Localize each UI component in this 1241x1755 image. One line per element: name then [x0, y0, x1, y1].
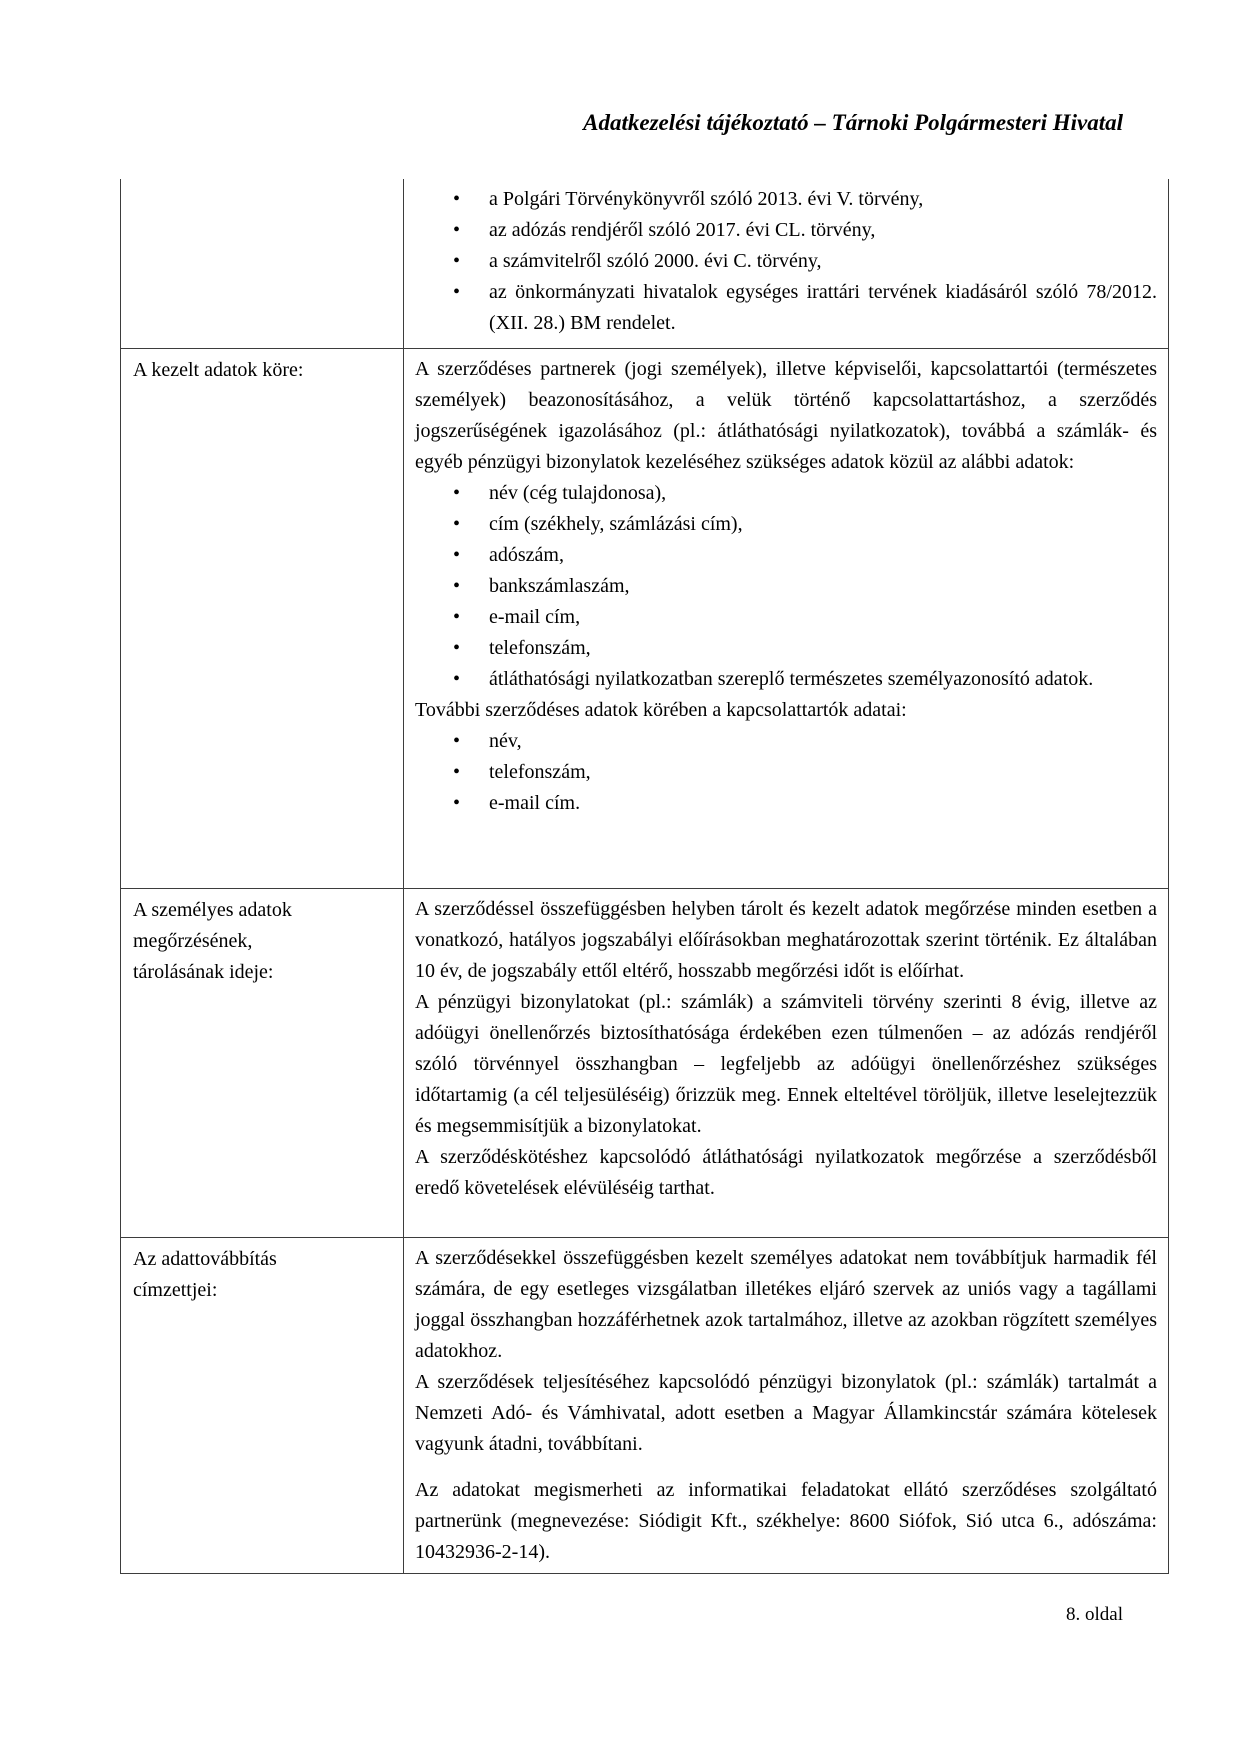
paragraph: További szerződéses adatok körében a kapcsolattartók adatai:: [415, 699, 907, 721]
row-label-empty: [121, 179, 404, 349]
row-label-data-scope: [121, 349, 404, 889]
bullet-icon: •: [453, 250, 461, 272]
row-label-text: A személyes adatok: [133, 899, 292, 921]
list-item-text: cím (székhely, számlázási cím),: [489, 513, 743, 535]
paragraph: A pénzügyi bizonylatokat (pl.: számlák) a számviteli törvény szerinti 8 évig, illetve az adóügyi önellenőrzés biztosíthatósága érdekében ezen túlmenően – az adózás rendjéről szóló törvénnyel összhangban – legfeljebb az adóügyi önellenőrzéshez szükséges időtartamig (a cél teljesüléséig) őrizzük meg. Ennek elteltével töröljük, illetve leselejtezzük és megsemmisítjük a bizonylatokat.: [415, 991, 1157, 1137]
list-item: [415, 726, 1157, 757]
bullet-icon: •: [453, 188, 461, 210]
bullet-icon: •: [453, 513, 461, 535]
list-item: [415, 509, 1157, 540]
list-item-text: név,: [489, 730, 522, 752]
list-item: [415, 602, 1157, 633]
contacts-bullet-list: [415, 726, 1157, 819]
recipients-cell: [404, 1238, 1169, 1574]
list-item: [415, 757, 1157, 788]
bullet-icon: •: [453, 637, 461, 659]
row-label-text: Az adattovábbítás: [133, 1248, 277, 1270]
laws-bullet-list: [415, 184, 1157, 339]
row-label-recipients: [121, 1238, 404, 1574]
bullet-icon: •: [453, 606, 461, 628]
bullet-icon: •: [453, 544, 461, 566]
list-item: [415, 215, 1157, 246]
table-row-laws: [121, 179, 1169, 349]
table-row-retention: [121, 889, 1169, 1238]
bullet-icon: •: [453, 668, 461, 690]
row-label-text: tárolásának ideje:: [133, 961, 274, 983]
row-label-text: címzettjei:: [133, 1279, 218, 1301]
list-item: [415, 788, 1157, 819]
list-item-text: név (cég tulajdonosa),: [489, 482, 667, 504]
list-item: [415, 664, 1157, 695]
list-item-text: a számvitelről szóló 2000. évi C. törvény,: [489, 250, 822, 272]
laws-cell: [404, 179, 1169, 349]
data-scope-cell: [404, 349, 1169, 889]
list-item-text: telefonszám,: [489, 637, 591, 659]
list-item-text: bankszámlaszám,: [489, 575, 630, 597]
data-scope-bullet-list: [415, 478, 1157, 695]
list-item-text: e-mail cím.: [489, 792, 581, 814]
retention-cell: [404, 889, 1169, 1238]
bullet-icon: •: [453, 219, 461, 241]
row-label-retention: [121, 889, 404, 1238]
list-item-text: az önkormányzati hivatalok egységes irattári tervének kiadásáról szóló 78/2012. (XII. 28.) BM rendelet.: [489, 281, 1157, 334]
paragraph: A szerződésekkel összefüggésben kezelt személyes adatokat nem továbbítjuk harmadik fél számára, de egy esetleges vizsgálatban illetékes eljáró szervek az uniós vagy a tagállami joggal összhangban hozzáférhetnek azok tartalmához, illetve az azokban rögzített személyes adatokhoz.: [415, 1247, 1157, 1362]
list-item-text: adószám,: [489, 544, 564, 566]
list-item: [415, 571, 1157, 602]
list-item-text: az adózás rendjéről szóló 2017. évi CL. törvény,: [489, 219, 876, 241]
list-item: [415, 540, 1157, 571]
document-header-title: Adatkezelési tájékoztató – Tárnoki Polgármesteri Hivatal: [583, 110, 1123, 135]
bullet-icon: •: [453, 761, 461, 783]
paragraph: A szerződéses partnerek (jogi személyek), illetve képviselői, kapcsolattartói (természetes személyek) beazonosításához, a velük történő kapcsolattartáshoz, a szerződés jogszerűségének igazolásához (pl.: átláthatósági nyilatkozatok), továbbá a számlák- és egyéb pénzügyi bizonylatok kezeléséhez szükséges adatok közül az alábbi adatok:: [415, 358, 1157, 473]
list-item: [415, 246, 1157, 277]
page-number: 8. oldal: [1066, 1604, 1123, 1625]
bullet-icon: •: [453, 281, 461, 303]
row-label-text: megőrzésének,: [133, 930, 253, 952]
bullet-icon: •: [453, 575, 461, 597]
bullet-icon: •: [453, 730, 461, 752]
paragraph: A szerződéskötéshez kapcsolódó átláthatósági nyilatkozatok megőrzése a szerződésből eredő követelések elévüléséig tarthat.: [415, 1146, 1157, 1199]
row-label-text: A kezelt adatok köre:: [133, 359, 304, 381]
list-item-text: e-mail cím,: [489, 606, 581, 628]
list-item: [415, 478, 1157, 509]
list-item-text: telefonszám,: [489, 761, 591, 783]
list-item: [415, 633, 1157, 664]
list-item-text: átláthatósági nyilatkozatban szereplő természetes személyazonosító adatok.: [489, 668, 1094, 690]
list-item: [415, 277, 1157, 339]
bullet-icon: •: [453, 482, 461, 504]
paragraph: A szerződések teljesítéséhez kapcsolódó pénzügyi bizonylatok (pl.: számlák) tartalmát a Nemzeti Adó- és Vámhivatal, adott esetben a Magyar Államkincstár számára kötelesek vagyunk átadni, továbbítani.: [415, 1371, 1157, 1455]
table-row-data-scope: [121, 349, 1169, 889]
list-item: [415, 184, 1157, 215]
legal-data-table: [120, 179, 1169, 1574]
bullet-icon: •: [453, 792, 461, 814]
paragraph: Az adatokat megismerheti az informatikai feladatokat ellátó szerződéses szolgáltató partnerünk (megnevezése: Siódigit Kft., székhelye: 8600 Siófok, Sió utca 6., adószáma: 10432936-2-14).: [415, 1479, 1157, 1563]
paragraph: A szerződéssel összefüggésben helyben tárolt és kezelt adatok megőrzése minden esetben a vonatkozó, hatályos jogszabályi előírásokban meghatározottak szerint történik. Ez általában 10 év, de jogszabály ettől eltérő, hosszabb megőrzési időt is előírhat.: [415, 898, 1157, 982]
list-item-text: a Polgári Törvénykönyvről szóló 2013. évi V. törvény,: [489, 188, 924, 210]
table-row-recipients: [121, 1238, 1169, 1574]
